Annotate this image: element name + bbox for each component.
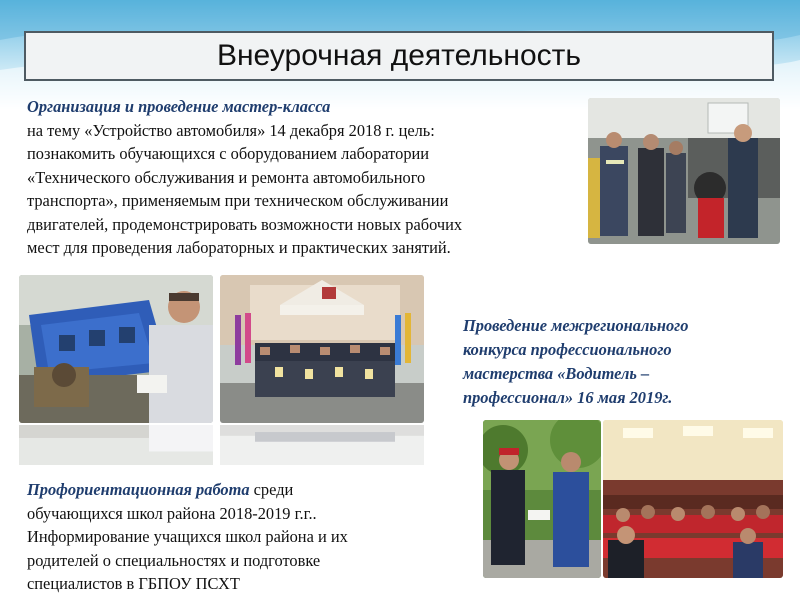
contest-line: конкурса профессионального [463, 340, 672, 359]
contest-line: Проведение межрегионального [463, 316, 689, 335]
masterclass-line: на тему «Устройство автомобиля» 14 декабря 2018 г. цель: [27, 120, 435, 140]
group-photo [220, 275, 424, 423]
contest-text [463, 314, 773, 410]
masterclass-heading: Организация и проведение мастер-класса [27, 97, 331, 116]
workshop-photo [588, 98, 780, 244]
masterclass-text [27, 95, 577, 260]
engine-repair-photo [19, 275, 213, 423]
masterclass-line: двигателей, продемонстрировать возможности новых рабочих [27, 214, 463, 234]
contest-line: мастерства «Водитель – [463, 364, 650, 383]
masterclass-line: «Технического обслуживания и ремонта автомобильного [27, 167, 426, 187]
career-guidance-line: специалистов в ГБПОУ ПСХТ [27, 574, 240, 593]
career-guidance-first-line [27, 478, 467, 502]
career-guidance-line: родителей о специальностях и подготовке [27, 550, 321, 570]
slide-title-box [24, 31, 774, 81]
career-guidance-first-rest: среди [249, 480, 294, 499]
career-guidance-line: обучающихся школ района 2018-2019 г.г.. [27, 503, 317, 523]
contest-photo [483, 420, 601, 578]
slide-title: Внеурочная деятельность [216, 39, 582, 72]
career-guidance-line: Информирование учащихся школ района и их [27, 527, 348, 546]
masterclass-line: познакомить обучающихся с оборудованием лаборатории [27, 144, 430, 163]
contest-line: профессионал» 16 мая 2019г. [463, 388, 673, 407]
career-guidance-text [27, 478, 467, 596]
masterclass-line: транспорта», применяемым при техническом обслуживании [27, 191, 449, 210]
masterclass-line: мест для проведения лабораторных и практических занятий. [27, 238, 451, 257]
auditorium-photo [603, 420, 783, 578]
career-guidance-heading: Профориентационная работа [27, 480, 250, 499]
group-reflection [220, 425, 424, 465]
engine-repair-reflection [19, 425, 213, 465]
